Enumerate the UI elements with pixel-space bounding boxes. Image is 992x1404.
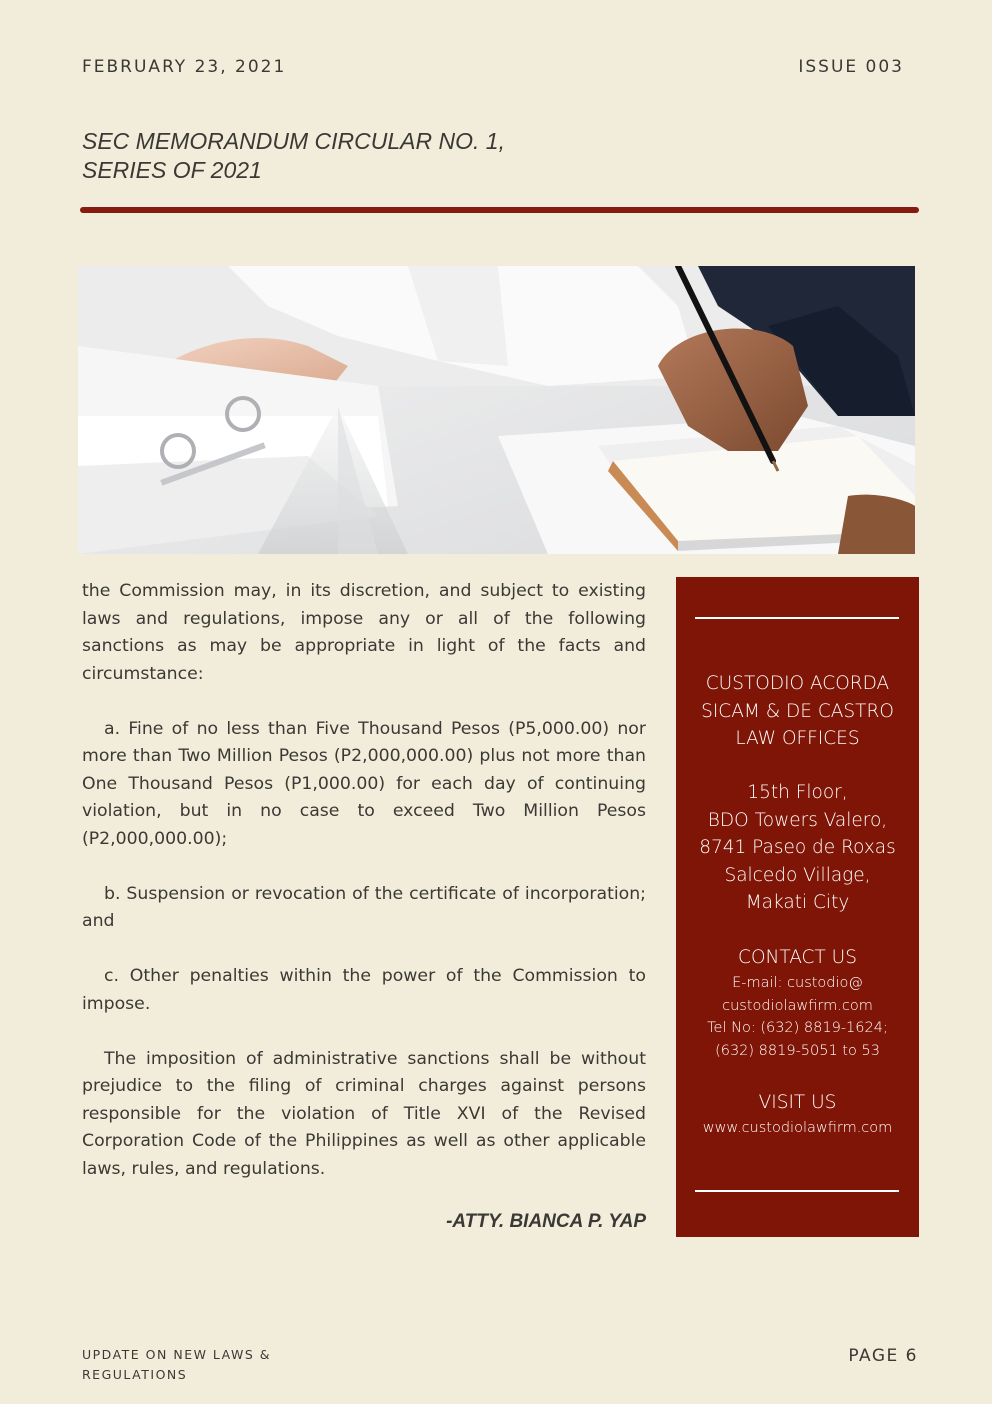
email-line[interactable]: E-mail: custodio@ xyxy=(732,975,863,991)
firm-name xyxy=(676,670,919,753)
article-paragraph-sanction-c: c. Other penalties within the power of the Commission to impose. xyxy=(82,966,646,1014)
address-line: 8741 Paseo de Roxas xyxy=(699,837,896,858)
website-url[interactable]: www.custodiolawfirm.com xyxy=(702,1120,893,1136)
footer-section-title-line-2: REGULATIONS xyxy=(82,1366,188,1382)
firm-name-line: LAW OFFICES xyxy=(735,728,860,749)
contact-sidebar xyxy=(676,577,919,1237)
footer-section-title-line-1: UPDATE ON NEW LAWS & xyxy=(82,1347,272,1362)
firm-address xyxy=(676,779,919,917)
address-line: BDO Towers Valero, xyxy=(707,809,888,831)
page-number: PAGE 6 xyxy=(848,1346,918,1366)
author-signature: -ATTY. BIANCA P. YAP xyxy=(446,1211,646,1232)
phone-line: Tel No: (632) 8819-1624; xyxy=(707,1020,888,1036)
firm-name-line: CUSTODIO ACORDA xyxy=(705,673,890,694)
footer-section-title xyxy=(82,1345,271,1384)
sidebar-bottom-divider xyxy=(695,1190,899,1192)
address-line: Salcedo Village, xyxy=(724,864,871,886)
phone-line: (632) 8819-5051 to 53 xyxy=(715,1042,880,1059)
article-paragraph-intro: the Commission may, in its discretion, and subject to existing laws and regulations, impose any or all of the following sanctions as may be appropriate in light of the facts and circumstance: xyxy=(82,581,646,684)
issue-date: FEBRUARY 23, 2021 xyxy=(82,57,287,77)
article-paragraph-sanction-b: b. Suspension or revocation of the certificate of incorporation; and xyxy=(82,883,646,931)
office-desk-photo xyxy=(78,266,915,554)
contact-heading xyxy=(676,944,919,972)
issue-number: ISSUE 003 xyxy=(798,57,904,77)
address-line: 15th Floor, xyxy=(747,782,848,803)
title-divider xyxy=(80,207,919,213)
page-title-line-2: SERIES OF 2021 xyxy=(82,157,262,183)
email-line[interactable]: custodiolawfirm.com xyxy=(722,997,873,1014)
article-paragraph-closing: The imposition of administrative sanctions shall be without prejudice to the filing of criminal charges against persons responsible for the violation of Title XVI of the Revised Corporation Code of the Philippines as well as other applicable laws, rules, and regulations. xyxy=(82,1048,646,1179)
article-body xyxy=(82,578,646,1211)
visit-heading xyxy=(676,1089,919,1117)
sidebar-top-divider xyxy=(695,617,899,619)
contact-heading-text: CONTACT US xyxy=(738,947,857,968)
website-link[interactable] xyxy=(676,1117,919,1139)
firm-name-line: SICAM & DE CASTRO xyxy=(701,700,894,722)
page-title-line-1: SEC MEMORANDUM CIRCULAR NO. 1, xyxy=(82,128,505,154)
visit-heading-text: VISIT US xyxy=(758,1092,837,1113)
address-line: Makati City xyxy=(745,892,850,913)
page-title xyxy=(82,127,602,185)
article-paragraph-sanction-a: a. Fine of no less than Five Thousand Pesos (P5,000.00) nor more than Two Million Pesos (P2,000,000.00) plus not more than One Thousand Pesos (P1,000.00) for each day of continuing violation, but in no case to exceed Two Million Pesos (P2,000,000.00); xyxy=(82,718,646,849)
contact-details xyxy=(676,972,919,1062)
